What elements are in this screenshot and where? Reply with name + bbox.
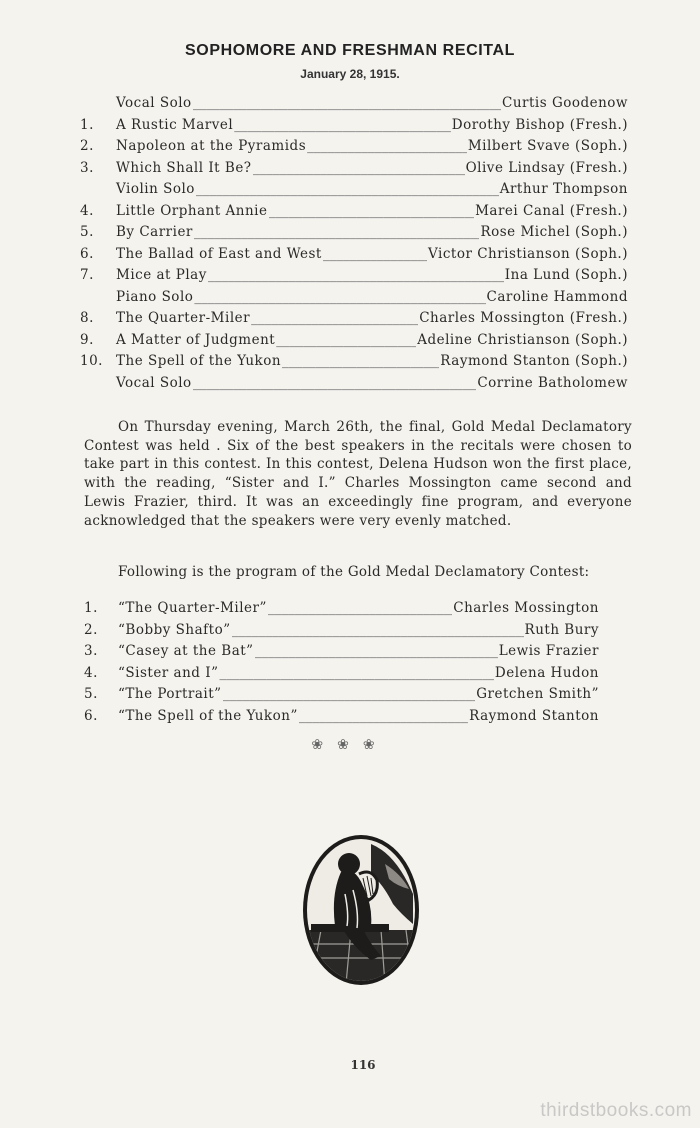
contest-row [84, 600, 599, 622]
contest-paragraph [84, 418, 632, 530]
program-number: 6. [80, 245, 94, 262]
program-number: 6. [84, 707, 98, 724]
program-performer: Corrine Batholomew [477, 374, 628, 391]
program-piece: Mice at Play [116, 267, 207, 283]
dot-leader [232, 622, 524, 638]
program-performer: Delena Hudon [494, 664, 599, 681]
recital-row [80, 181, 628, 203]
program-performer: Charles Mossington [453, 600, 599, 616]
dot-leader [223, 686, 476, 702]
program-number: 2. [84, 621, 98, 638]
contest-row [84, 622, 599, 644]
dot-leader [193, 95, 501, 111]
dot-leader [269, 203, 475, 219]
program-piece: The Ballad of East and West [116, 245, 322, 262]
program-piece: “Casey at the Bat” [118, 643, 254, 659]
fleuron-ornament-icon: ❀❀❀ [311, 737, 389, 753]
dot-leader [253, 160, 465, 176]
dot-leader [208, 267, 504, 283]
program-number: 3. [84, 643, 98, 659]
program-number: 5. [80, 224, 94, 240]
recital-date: January 28, 1915. [300, 67, 400, 81]
program-piece: “The Quarter-Miler” [118, 600, 267, 616]
program-performer: Adeline Christianson (Soph.) [417, 331, 628, 348]
program-piece: The Quarter-Miler [116, 310, 251, 326]
program-number: 7. [80, 267, 94, 283]
program-piece: Piano Solo [116, 288, 194, 305]
dot-leader [219, 665, 493, 681]
recital-row [80, 310, 628, 332]
program-performer: Rose Michel (Soph.) [480, 224, 628, 240]
recital-row [80, 289, 628, 311]
contest-intro-text: Following is the program of the Gold Medal Declamatory Contest: [118, 564, 590, 580]
program-performer: Caroline Hammond [486, 288, 628, 305]
program-performer: Curtis Goodenow [502, 95, 628, 111]
program-piece: Vocal Solo [116, 95, 192, 111]
program-number: 8. [80, 310, 94, 326]
dot-leader [276, 332, 416, 348]
program-performer: Lewis Frazier [498, 643, 599, 659]
program-performer: Olive Lindsay (Fresh.) [465, 159, 628, 176]
contest-paragraph-text: On Thursday evening, March 26th, the final, Gold Medal Declamatory Contest was held . Six of the best speakers in the recitals were chosen to take part in this contest. In this contest, Delena Hudson won the first place, with the reading, “Sister and I.” Charles Mossington came second and Lewis Frazier, third. It was an exceedingly fine program, and everyone acknowledged that the speakers were very evenly matched. [84, 419, 632, 529]
program-number: 2. [80, 138, 94, 154]
recital-title: SOPHOMORE AND FRESHMAN RECITAL [185, 42, 515, 59]
dot-leader [234, 117, 451, 133]
program-piece: “Sister and I” [118, 664, 219, 681]
contest-row [84, 643, 599, 665]
dot-leader [194, 289, 485, 305]
dot-leader [307, 138, 467, 154]
contest-row [84, 708, 599, 730]
recital-row [80, 267, 628, 289]
dot-leader [196, 181, 499, 197]
recital-row [80, 117, 628, 139]
program-performer: Raymond Stanton [469, 707, 599, 724]
contest-intro-paragraph [84, 563, 632, 582]
program-performer: Milbert Svave (Soph.) [467, 138, 628, 154]
dot-leader [299, 708, 468, 724]
recital-row [80, 95, 628, 117]
recital-program [80, 95, 628, 396]
program-performer: Gretchen Smith” [476, 686, 599, 702]
recital-row [80, 353, 628, 375]
recital-row [80, 138, 628, 160]
program-number: 10. [80, 353, 103, 369]
program-performer: Arthur Thompson [499, 181, 628, 197]
dot-leader [251, 310, 418, 326]
program-piece: Which Shall It Be? [116, 159, 252, 176]
contest-row [84, 665, 599, 687]
program-piece: The Spell of the Yukon [116, 353, 282, 369]
watermark: thirdstbooks.com [540, 1100, 692, 1121]
recital-row [80, 160, 628, 182]
program-performer: Raymond Stanton (Soph.) [440, 353, 628, 369]
program-number: 4. [80, 202, 94, 219]
program-performer: Dorothy Bishop (Fresh.) [451, 116, 628, 133]
program-performer: Marei Canal (Fresh.) [475, 202, 628, 219]
recital-row [80, 224, 628, 246]
dot-leader [194, 224, 480, 240]
program-piece: Violin Solo [116, 181, 195, 197]
program-piece: Vocal Solo [116, 374, 192, 391]
program-number: 3. [80, 159, 94, 176]
recital-row [80, 375, 628, 397]
dot-leader [282, 353, 439, 369]
dot-leader [255, 643, 498, 659]
program-number: 9. [80, 331, 94, 348]
program-piece: By Carrier [116, 224, 193, 240]
program-performer: Victor Christianson (Soph.) [428, 245, 628, 262]
program-performer: Charles Mossington (Fresh.) [419, 310, 628, 326]
program-piece: “The Spell of the Yukon” [118, 707, 298, 724]
lyre-player-vignette-icon [301, 834, 421, 986]
dot-leader [268, 600, 452, 616]
page-number: 116 [350, 1058, 376, 1072]
program-piece: A Matter of Judgment [116, 331, 276, 348]
program-number: 1. [80, 116, 94, 133]
dot-leader [193, 375, 477, 391]
dot-leader [323, 246, 427, 262]
program-performer: Ruth Bury [524, 621, 599, 638]
program-performer: Ina Lund (Soph.) [504, 267, 628, 283]
program-piece: A Rustic Marvel [116, 116, 234, 133]
program-number: 4. [84, 664, 98, 681]
contest-row [84, 686, 599, 708]
program-number: 5. [84, 686, 98, 702]
recital-row [80, 246, 628, 268]
program-piece: Napoleon at the Pyramids [116, 138, 307, 154]
program-piece: “Bobby Shafto” [118, 621, 231, 638]
recital-row [80, 203, 628, 225]
program-piece: Little Orphant Annie [116, 202, 268, 219]
recital-row [80, 332, 628, 354]
program-number: 1. [84, 600, 98, 616]
contest-program [84, 600, 599, 729]
program-piece: “The Portrait” [118, 686, 222, 702]
